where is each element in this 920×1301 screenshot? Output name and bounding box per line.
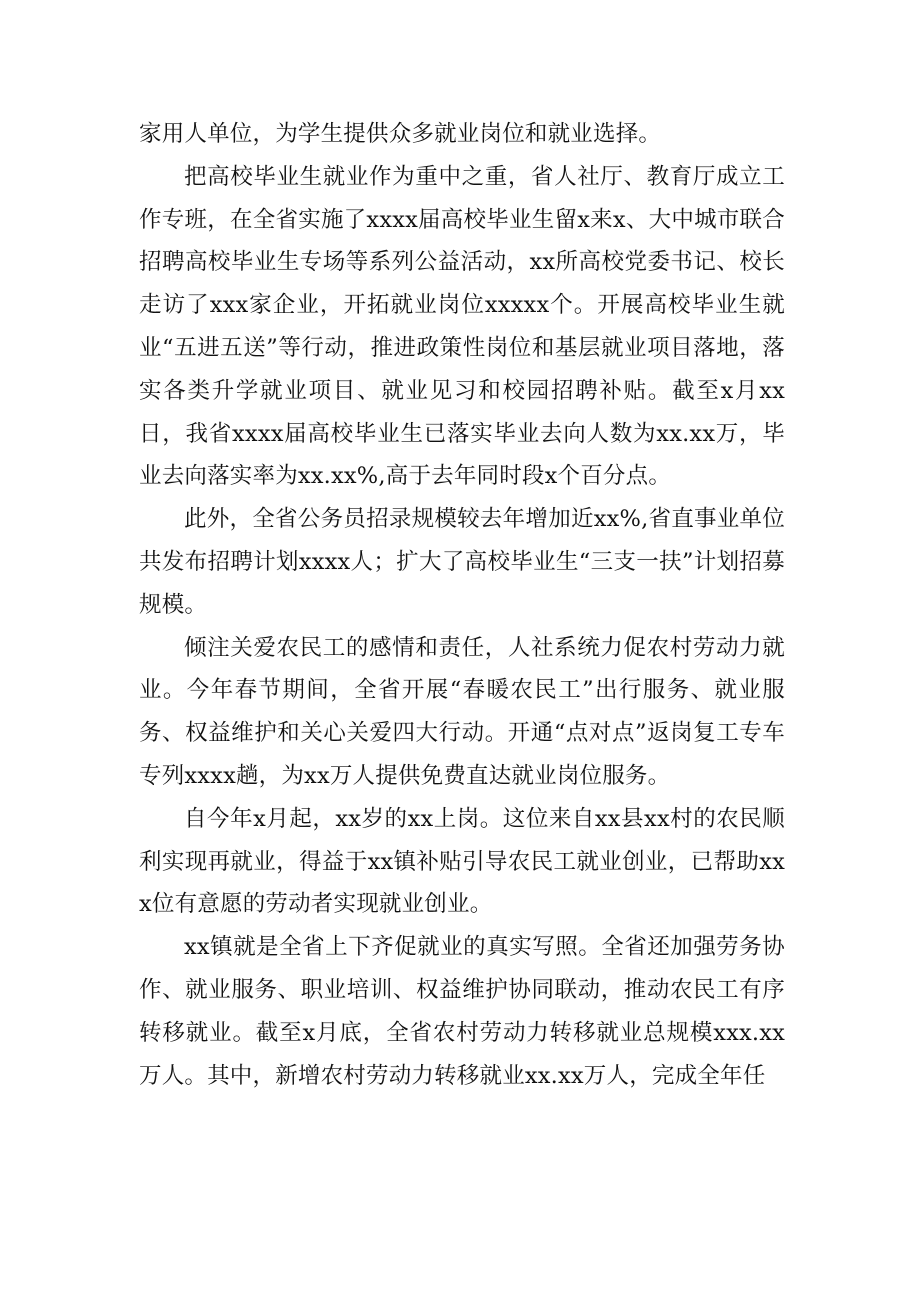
- paragraph-migrant-worker-care: 倾注关爱农民工的感情和责任，人社系统力促农村劳动力就业。今年春节期间，全省开展“春暖农民工”出行服务、就业服务、权益维护和关心关爱四大行动。开通“点对点”返岗复工专车专列xxxx趟，为xx万人提供免费直达就业岗位服务。: [139, 634, 785, 789]
- paragraph-rural-labor-transfer: xx镇就是全省上下齐促就业的真实写照。全省还加强劳务协作、就业服务、职业培训、权益维护协同联动，推动农民工有序转移就业。截至x月底，全省农村劳动力转移就业总规模xxx.xx万人。其中，新增农村劳动力转移就业xx.xx万人，完成全年任: [139, 934, 785, 1089]
- document-body: [139, 113, 785, 1097]
- paragraph-continuation: 家用人单位，为学生提供众多就业岗位和就业选择。: [139, 121, 662, 147]
- paragraph-civil-service-recruitment: 此外，全省公务员招录规模较去年增加近xx%,省直事业单位共发布招聘计划xxxx人；扩大了高校毕业生“三支一扶”计划招募规模。: [139, 506, 785, 618]
- paragraph-graduate-employment: 把高校毕业生就业作为重中之重，省人社厅、教育厅成立工作专班，在全省实施了xxxx届高校毕业生留x来x、大中城市联合招聘高校毕业生专场等系列公益活动，xx所高校党委书记、校长走访了xxx家企业，开拓就业岗位xxxxx个。开展高校毕业生就业“五进五送”等行动，推进政策性岗位和基层就业项目落地，落实各类升学就业项目、就业见习和校园招聘补贴。截至x月xx日，我省xxxx届高校毕业生已落实毕业去向人数为xx.xx万，毕业去向落实率为xx.xx%,高于去年同时段x个百分点。: [139, 163, 785, 490]
- paragraph-reemployment-case: 自今年x月起，xx岁的xx上岗。这位来自xx县xx村的农民顺利实现再就业，得益于xx镇补贴引导农民工就业创业，已帮助xxx位有意愿的劳动者实现就业创业。: [139, 805, 785, 918]
